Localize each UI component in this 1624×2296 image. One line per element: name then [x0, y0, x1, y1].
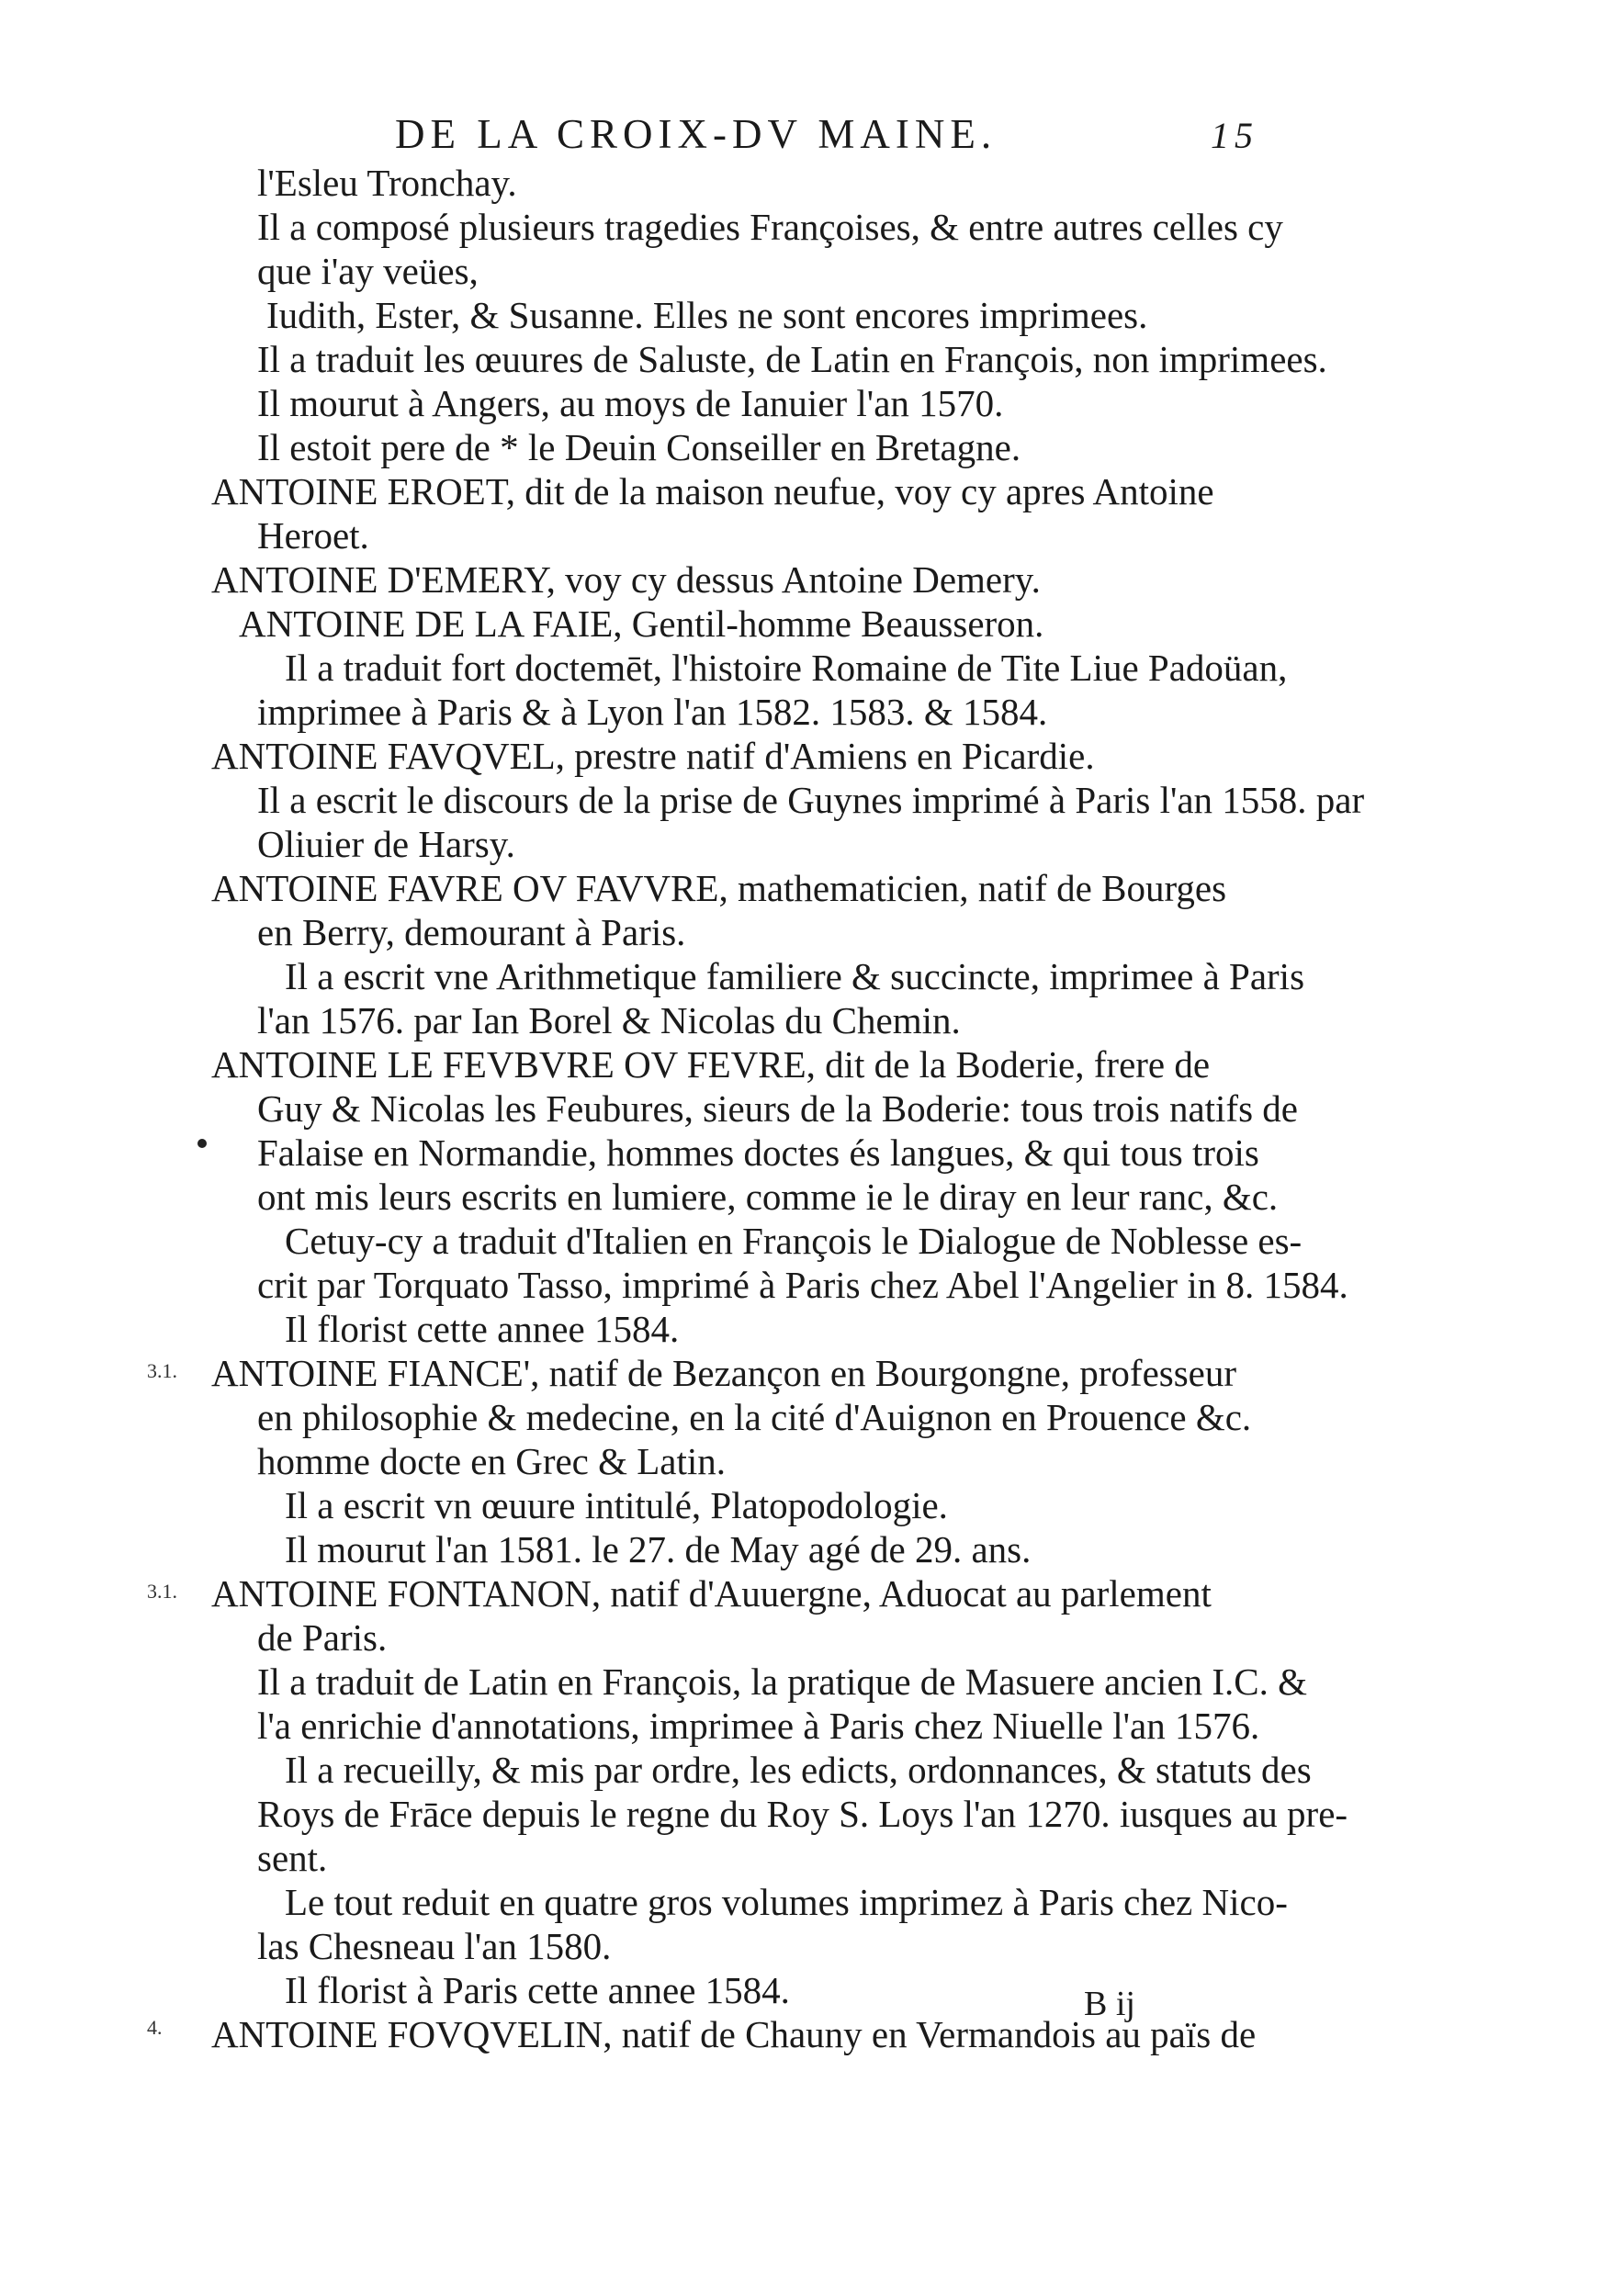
entry-heading: ANTOINE FAVQVEL, prestre natif d'Amiens en Picardie.	[211, 735, 1095, 777]
text-line: en philosophie & medecine, en la cité d'Auignon en Prouence &c.	[257, 1396, 1252, 1438]
text-line: ont mis leurs escrits en lumiere, comme ie le diray en leur ranc, &c.	[257, 1176, 1279, 1218]
text-line: Il florist cette annee 1584.	[285, 1308, 680, 1350]
entry-heading: ANTOINE EROET, dit de la maison neufue, voy cy apres Antoine	[211, 470, 1214, 512]
text-line: crit par Torquato Tasso, imprimé à Paris chez Abel l'Angelier in 8. 1584.	[257, 1264, 1348, 1306]
entry-heading: ANTOINE FAVRE OV FAVVRE, mathematicien, natif de Bourges	[211, 867, 1227, 909]
text-line: Le tout reduit en quatre gros volumes imprimez à Paris chez Nico-	[285, 1881, 1288, 1923]
margin-mark: 3.1.	[147, 1359, 177, 1382]
text-line: en Berry, demourant à Paris.	[257, 911, 686, 953]
text-line: de Paris.	[257, 1616, 388, 1659]
text-line: Il a recueilly, & mis par ordre, les edicts, ordonnances, & statuts des	[285, 1749, 1312, 1791]
page-header	[395, 110, 1314, 174]
text-line: Il a traduit les œuures de Saluste, de Latin en François, non imprimees.	[257, 338, 1327, 380]
entry-heading: ANTOINE FIANCE', natif de Bezançon en Bourgongne, professeur	[211, 1352, 1237, 1394]
entry-heading: ANTOINE FONTANON, natif d'Auuergne, Aduocat au parlement	[211, 1572, 1212, 1615]
text-line: imprimee à Paris & à Lyon l'an 1582. 1583. & 1584.	[257, 691, 1048, 733]
text-line: Il mourut l'an 1581. le 27. de May agé de 29. ans.	[285, 1528, 1032, 1570]
text-line: Oliuier de Harsy.	[257, 823, 515, 865]
text-line: Il a escrit vn œuure intitulé, Platopodologie.	[285, 1484, 948, 1526]
entry-heading: ANTOINE DE LA FAIE, Gentil-homme Beausseron.	[239, 602, 1044, 645]
text-line: Il estoit pere de * le Deuin Conseiller en Bretagne.	[257, 426, 1021, 468]
text-line: las Chesneau l'an 1580.	[257, 1925, 612, 1967]
text-line: Il a composé plusieurs tragedies Françoises, & entre autres celles cy	[257, 206, 1283, 248]
text-line: l'a enrichie d'annotations, imprimee à Paris chez Niuelle l'an 1576.	[257, 1705, 1260, 1747]
text-line: Il a escrit vne Arithmetique familiere & succincte, imprimee à Paris	[285, 955, 1305, 997]
text-line: l'Esleu Tronchay.	[257, 162, 517, 204]
text-line: homme docte en Grec & Latin.	[257, 1440, 727, 1482]
running-title: DE LA CROIX-DV MAINE.	[395, 111, 998, 157]
text-line: que i'ay veües,	[257, 250, 479, 292]
text-line: Il a traduit fort doctemēt, l'histoire Romaine de Tite Liue Padoüan,	[285, 647, 1288, 689]
entry-heading: ANTOINE FOVQVELIN, natif de Chauny en Vermandois au païs de	[211, 2013, 1257, 2055]
text-line: Falaise en Normandie, hommes doctes és langues, & qui tous trois	[257, 1131, 1259, 1174]
text-line: Heroet.	[257, 514, 369, 557]
text-line: Cetuy-cy a traduit d'Italien en François le Dialogue de Noblesse es-	[285, 1220, 1303, 1262]
text-line: Il mourut à Angers, au moys de Ianuier l'an 1570.	[257, 382, 1004, 424]
margin-mark: 3.1.	[147, 1580, 177, 1603]
entry-heading: ANTOINE LE FEVBVRE OV FEVRE, dit de la Boderie, frere de	[211, 1043, 1211, 1086]
entry-heading: ANTOINE D'EMERY, voy cy dessus Antoine Demery.	[211, 558, 1041, 601]
text-line: sent.	[257, 1837, 328, 1879]
text-line: Iudith, Ester, & Susanne. Elles ne sont encores imprimees.	[266, 294, 1148, 336]
page-number: 15	[1211, 115, 1258, 156]
text-line: Roys de Frāce depuis le regne du Roy S. Loys l'an 1270. iusques au pre-	[257, 1793, 1348, 1835]
margin-mark: 4.	[147, 2016, 163, 2039]
text-line: Il a traduit de Latin en François, la pratique de Masuere ancien I.C. &	[257, 1660, 1308, 1703]
ink-speck	[197, 1139, 207, 1148]
text-line: l'an 1576. par Ian Borel & Nicolas du Chemin.	[257, 999, 961, 1041]
signature-mark: B ij	[1084, 1985, 1135, 2023]
text-line: Il a escrit le discours de la prise de Guynes imprimé à Paris l'an 1558. par	[257, 779, 1365, 821]
text-line: Guy & Nicolas les Feubures, sieurs de la Boderie: tous trois natifs de	[257, 1087, 1298, 1130]
text-line: Il florist à Paris cette annee 1584.	[285, 1969, 790, 2011]
